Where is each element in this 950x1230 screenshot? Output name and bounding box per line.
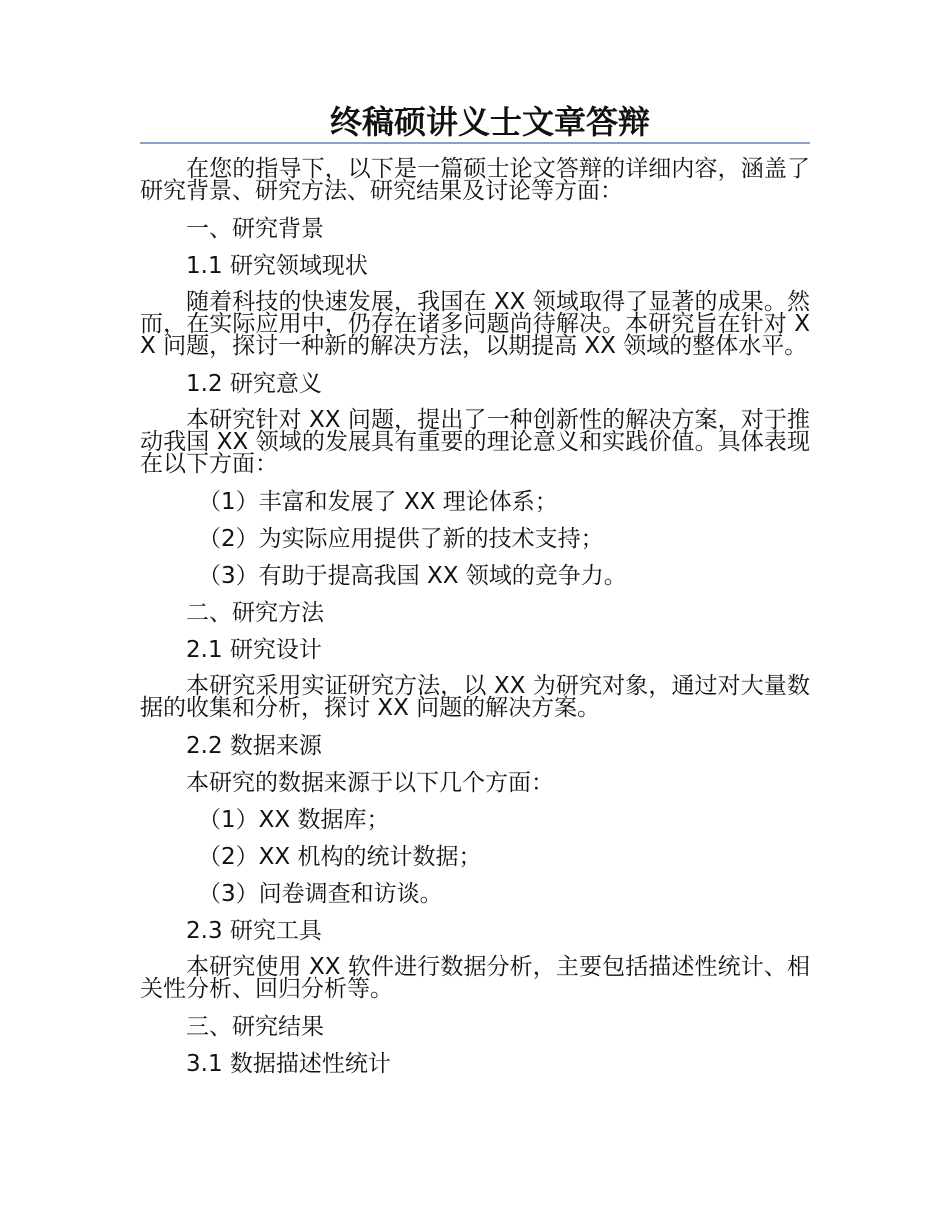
list-item: （2）为实际应用提供了新的技术支持；	[198, 526, 604, 552]
significance-paragraph: 本研究针对 XX 问题，提出了一种创新性的解决方案，对于推动我国 XX 领域的发展具有重要的理论意义和实践价值。具体表现在以下方面：	[140, 407, 810, 477]
subsection-heading-data-source: 2.2 数据来源	[186, 733, 322, 759]
list-item: （3）问卷调查和访谈。	[198, 881, 443, 907]
document-page	[140, 100, 810, 1089]
list-item: （3）有助于提高我国 XX 领域的竞争力。	[198, 563, 627, 589]
title-block	[140, 100, 810, 144]
section-heading-methods: 二、研究方法	[186, 600, 324, 626]
list-item: （1）XX 数据库；	[198, 807, 390, 833]
document-title: 终稿硕讲义士文章答辩	[329, 103, 650, 141]
subsection-heading-field-status: 1.1 研究领域现状	[186, 253, 368, 279]
section-heading-results: 三、研究结果	[186, 1014, 324, 1040]
list-item: （2）XX 机构的统计数据；	[198, 844, 482, 870]
section-heading-background: 一、研究背景	[186, 216, 324, 242]
subsection-heading-tools: 2.3 研究工具	[186, 918, 322, 944]
tools-paragraph: 本研究使用 XX 软件进行数据分析，主要包括描述性统计、相关性分析、回归分析等。	[140, 954, 810, 1002]
list-item: （1）丰富和发展了 XX 理论体系；	[198, 489, 558, 515]
field-status-paragraph: 随着科技的快速发展，我国在 XX 领域取得了显著的成果。然而，在实际应用中，仍存在诸多问题尚待解决。本研究旨在针对 XX 问题，探讨一种新的解决方法，以期提高 XX 领域的整体水平。	[140, 289, 810, 359]
subsection-heading-design: 2.1 研究设计	[186, 637, 322, 663]
subsection-heading-significance: 1.2 研究意义	[186, 371, 322, 397]
intro-paragraph: 在您的指导下，以下是一篇硕士论文答辩的详细内容，涵盖了研究背景、研究方法、研究结果及讨论等方面：	[140, 156, 810, 204]
subsection-heading-descriptive-stats: 3.1 数据描述性统计	[186, 1051, 391, 1077]
data-source-paragraph: 本研究的数据来源于以下几个方面：	[186, 770, 554, 796]
design-paragraph: 本研究采用实证研究方法，以 XX 为研究对象，通过对大量数据的收集和分析，探讨 XX 问题的解决方案。	[140, 673, 810, 721]
